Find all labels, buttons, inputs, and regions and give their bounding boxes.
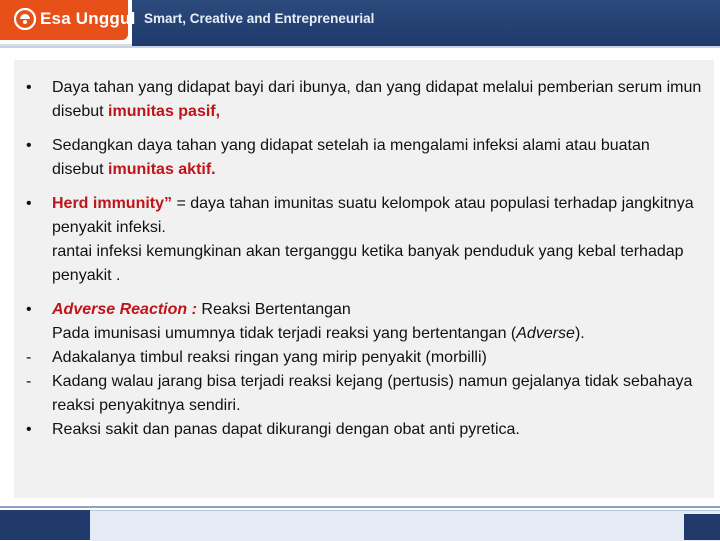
list-item [24, 76, 704, 124]
item-italic-word: Adverse [516, 325, 575, 342]
item-text-continued: rantai infeksi kemungkinan akan terganggu ketika banyak penduduk yang kebal terhadap penyakit . [52, 243, 684, 284]
header-band [0, 0, 720, 46]
tagline: Smart, Creative and Entrepreneurial [144, 11, 375, 26]
item-text: Adakalanya timbul reaksi ringan yang mirip penyakit (morbilli) [52, 349, 487, 366]
item-text-end: ). [574, 325, 585, 342]
slide-content [24, 76, 704, 442]
logo-text: Esa Unggul [40, 9, 136, 28]
list-item [24, 298, 704, 346]
header-divider [0, 46, 720, 48]
item-highlight: imunitas aktif. [108, 161, 216, 178]
bullet-icon: • [26, 421, 32, 438]
item-text: Daya tahan yang didapat bayi dari ibunya, dan yang didapat melalui pemberian serum imun disebut [52, 79, 702, 120]
list-item [24, 346, 704, 370]
footer-bar-right [90, 510, 720, 541]
footer-divider [0, 506, 720, 508]
footer-bar-left [0, 510, 90, 540]
dash-marker: - [26, 349, 32, 366]
item-text: Sedangkan daya tahan yang didapat setelah ia mengalami infeksi alami atau buatan disebut [52, 137, 650, 178]
item-text: = daya tahan imunitas suatu kelompok atau populasi terhadap jangkitnya penyakit infeksi. [52, 195, 694, 236]
bullet-icon: • [26, 301, 32, 318]
list-item [24, 370, 704, 418]
item-text-continued: Pada imunisasi umumnya tidak terjadi reaksi yang bertentangan ( [52, 325, 517, 342]
item-text: Reaksi Bertentangan [196, 301, 351, 318]
bullet-icon: • [26, 195, 32, 212]
item-highlight: imunitas pasif, [108, 103, 221, 120]
item-text: Kadang walau jarang bisa terjadi reaksi kejang (pertusis) namun gejalanya tidak sebahaya reaksi penyakitnya sendiri. [52, 373, 693, 414]
item-highlight: Adverse Reaction : [52, 301, 197, 318]
logo-area [0, 0, 136, 46]
footer-tab [684, 514, 720, 540]
bullet-icon: • [26, 79, 32, 96]
list-item [24, 192, 704, 288]
esa-unggul-logo-icon [14, 8, 36, 30]
bullet-icon: • [26, 137, 32, 154]
list-item [24, 134, 704, 182]
list-item [24, 418, 704, 442]
dash-marker: - [26, 373, 32, 390]
logo-badge [0, 0, 136, 40]
item-text: Reaksi sakit dan panas dapat dikurangi dengan obat anti pyretica. [52, 421, 520, 438]
item-highlight: Herd immunity” [52, 195, 173, 212]
